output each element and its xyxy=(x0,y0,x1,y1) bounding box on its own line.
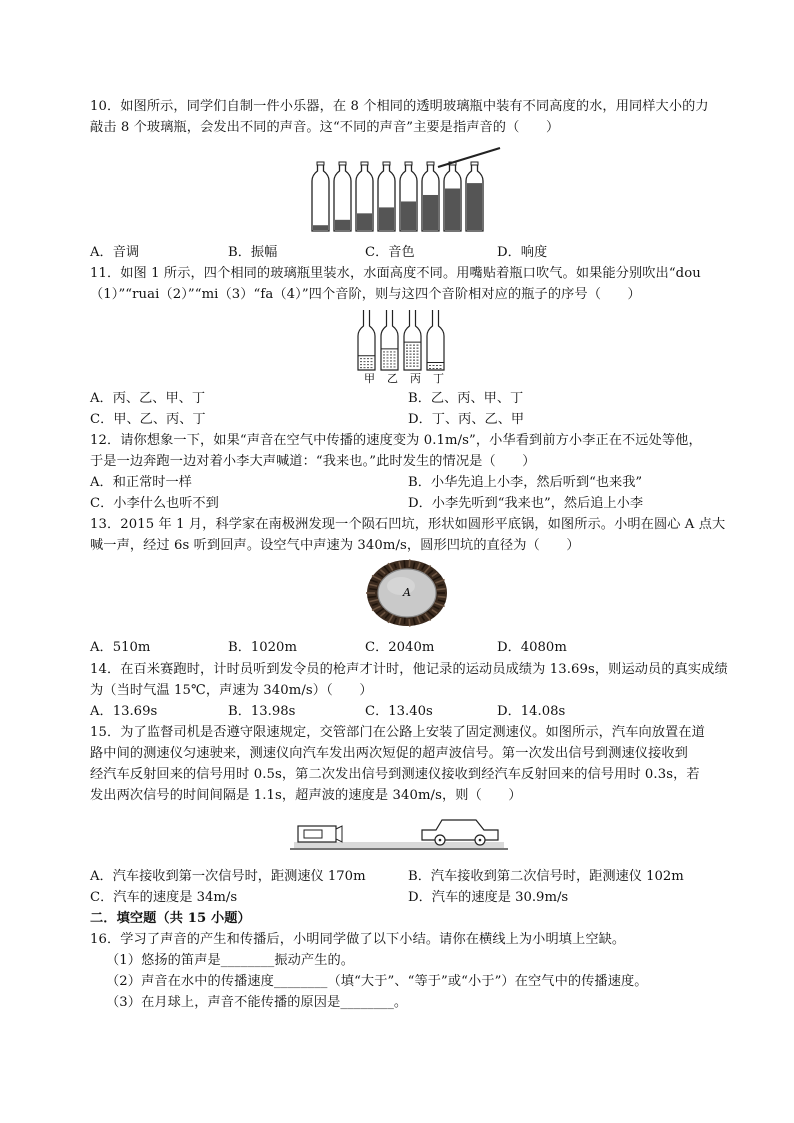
striking-stick xyxy=(438,148,500,167)
q10-option-c[interactable]: C．音色 xyxy=(365,245,415,260)
q11-option-d[interactable]: D．丁、丙、乙、甲 xyxy=(408,412,525,427)
q10-line-1: 10．如图所示，同学们自制一件小乐器，在 8 个相同的透明玻璃瓶中装有不同高度的水，用同样大小的力 xyxy=(90,99,709,114)
bottle-label-bing: 丙 xyxy=(410,372,421,385)
q15-speed-detector-figure xyxy=(290,812,510,858)
q13-option-a[interactable]: A．510m xyxy=(90,640,151,655)
q13-line-2: 喊一声，经过 6s 听到回声。设空气中声速为 340m/s，圆形凹坑的直径为（ ） xyxy=(90,538,580,553)
car xyxy=(422,820,498,845)
water-fill xyxy=(379,207,394,230)
q16-item-3: （3）在月球上，声音不能传播的原因是________。 xyxy=(106,995,408,1010)
q10-line-2: 敲击 8 个玻璃瓶，会发出不同的声音。这“不同的声音”主要是指声音的（ ） xyxy=(90,120,560,135)
bottle-7 xyxy=(444,162,461,231)
water-fill xyxy=(335,219,350,230)
q10-option-a[interactable]: A．音调 xyxy=(90,245,140,260)
q12-option-a[interactable]: A．和正常时一样 xyxy=(90,475,192,490)
bottle-4 xyxy=(378,162,395,231)
bottle-label-jia: 甲 xyxy=(364,372,375,385)
q15-option-a[interactable]: A．汽车接收到第一次信号时，距测速仪 170m xyxy=(90,869,366,884)
bottle-2 xyxy=(334,162,351,231)
q14-option-a[interactable]: A．13.69s xyxy=(90,704,158,719)
q11-option-b[interactable]: B．乙、丙、甲、丁 xyxy=(408,391,524,406)
q15-line-4: 发出两次信号的时间间隔是 1.1s，超声波的速度是 340m/s，则（ ） xyxy=(90,788,522,803)
q15-line-2: 路中间的测速仪匀速驶来，测速仪向汽车发出两次短促的超声波信号。第一次发出信号到测速仪接收到 xyxy=(90,746,688,761)
water-fill xyxy=(313,225,328,230)
q15-line-3: 经汽车反射回来的信号用时 0.5s，第二次发出信号到测速仪接收到经汽车反射回来的信号用时 0.3s，若 xyxy=(90,767,700,782)
q11-option-c[interactable]: C．甲、乙、丙、丁 xyxy=(90,412,206,427)
water-fill xyxy=(445,188,460,230)
q13-option-b[interactable]: B．1020m xyxy=(228,640,297,655)
q14-option-b[interactable]: B．13.98s xyxy=(228,704,296,719)
q12-option-d[interactable]: D．小李先听到“我来也”，然后追上小李 xyxy=(408,496,644,511)
q12-option-b[interactable]: B．小华先追上小李，然后听到“也来我” xyxy=(408,475,643,490)
q13-option-c[interactable]: C．2040m xyxy=(365,640,435,655)
q11-bottles-figure xyxy=(352,308,462,386)
q14-option-c[interactable]: C．13.40s xyxy=(365,704,433,719)
bottle-6 xyxy=(422,162,439,231)
q12-option-c[interactable]: C．小李什么也听不到 xyxy=(90,496,219,511)
q13-line-1: 13．2015 年 1 月，科学家在南极洲发现一个陨石凹坑，形状如圆形平底锅，如图所示。小明在圆心 A 点大 xyxy=(90,517,726,532)
small-bottle-1 xyxy=(358,310,375,370)
q12-line-1: 12．请你想象一下，如果“声音在空气中传播的速度变为 0.1m/s”，小华看到前方小李正在不远处等他， xyxy=(90,433,702,448)
q16-item-2: （2）声音在水中的传播速度________（填“大于”、“等于”或“小于”）在空气中的传播速度。 xyxy=(106,974,648,989)
q15-option-d[interactable]: D．汽车的速度是 30.9m/s xyxy=(408,890,569,905)
small-bottle-2 xyxy=(381,310,398,370)
q10-option-d[interactable]: D．响度 xyxy=(497,245,548,260)
water-fill xyxy=(423,194,438,230)
q15-option-b[interactable]: B．汽车接收到第二次信号时，距测速仪 102m xyxy=(408,869,684,884)
small-bottle-4 xyxy=(427,310,444,370)
water-fill xyxy=(401,201,416,230)
q15-option-c[interactable]: C．汽车的速度是 34m/s xyxy=(90,890,238,905)
q13-option-d[interactable]: D．4080m xyxy=(497,640,567,655)
q11-option-a[interactable]: A．丙、乙、甲、丁 xyxy=(90,391,206,406)
four-bottles-group xyxy=(358,310,444,370)
eight-bottles-group xyxy=(312,162,483,231)
q10-bottles-figure xyxy=(300,145,510,235)
small-bottle-3 xyxy=(404,310,421,370)
q15-line-1: 15．为了监督司机是否遵守限速规定，交管部门在公路上安装了固定测速仪。如图所示，汽车向放置在道 xyxy=(90,725,705,740)
bottle-label-ding: 丁 xyxy=(433,372,444,385)
q11-line-2: （1）”“ruai（2）”“mi（3）“fa（4）”四个音阶，则与这四个音阶相对应的瓶子的序号（ ） xyxy=(90,287,641,302)
crater-center-label: A xyxy=(403,586,411,599)
bottle-label-yi: 乙 xyxy=(387,372,398,385)
q16-intro: 16．学习了声音的产生和传播后，小明同学做了以下小结。请你在横线上为小明填上空缺。 xyxy=(90,932,626,947)
bottle-3 xyxy=(356,162,373,231)
speed-detector xyxy=(298,826,342,842)
q10-option-b[interactable]: B．振幅 xyxy=(228,245,278,260)
bottle-5 xyxy=(400,162,417,231)
q14-line-2: 为（当时气温 15℃，声速为 340m/s）（ ） xyxy=(90,683,373,698)
q12-line-2: 于是一边奔跑一边对着小李大声喊道：“我来也。”此时发生的情况是（ ） xyxy=(90,454,536,469)
q11-line-1: 11．如图 1 所示，四个相同的玻璃瓶里装水，水面高度不同。用嘴贴着瓶口吹气。如果能分别吹出“dou xyxy=(90,266,701,281)
water-fill xyxy=(467,182,482,230)
bottle-1 xyxy=(312,162,329,231)
q16-item-1: （1）悠扬的笛声是________振动产生的。 xyxy=(106,953,355,968)
q14-option-d[interactable]: D．14.08s xyxy=(497,704,566,719)
road-surface xyxy=(294,842,504,848)
bottle-8 xyxy=(466,162,483,231)
section-heading-fill-in: 二．填空题（共 15 小题） xyxy=(90,911,251,926)
water-fill xyxy=(357,213,372,230)
q14-line-1: 14．在百米赛跑时，计时员听到发令员的枪声才计时，他记录的运动员成绩为 13.69s，则运动员的真实成绩 xyxy=(90,662,728,677)
q13-crater-figure xyxy=(365,558,449,628)
